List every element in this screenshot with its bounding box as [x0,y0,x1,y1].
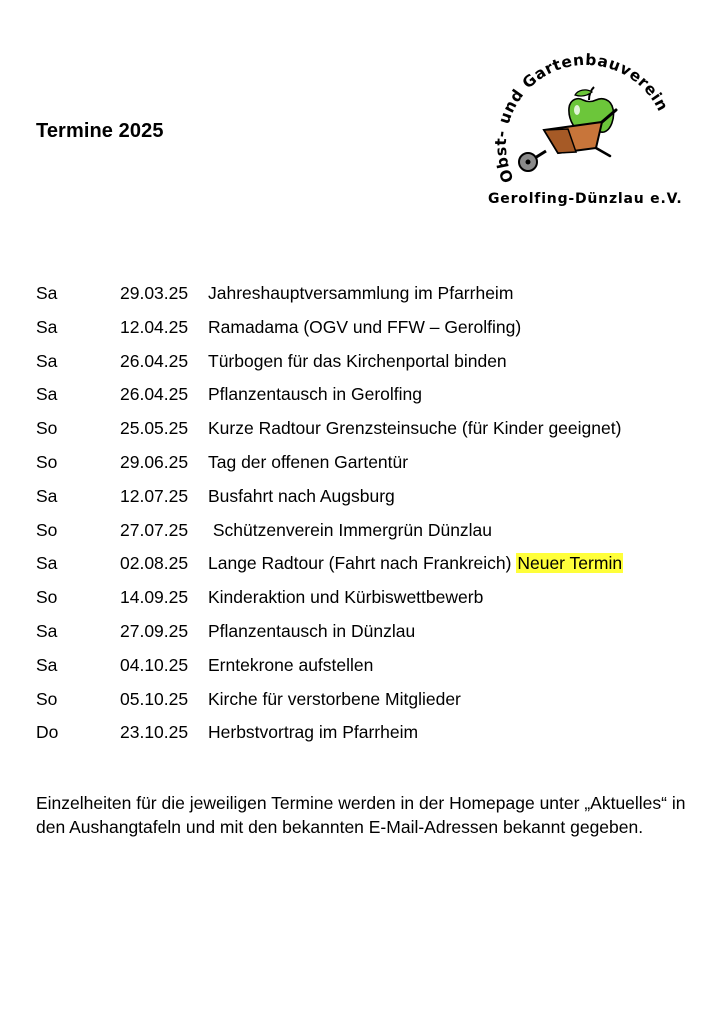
event-date: 12.04.25 [120,316,189,337]
event-row [36,621,696,655]
event-title: Kinderaktion und Kürbiswettbewerb [208,587,484,608]
event-day: So [36,519,58,540]
event-row [36,553,696,587]
event-date: 29.03.25 [120,283,189,303]
event-row [36,486,696,520]
event-row [36,418,696,452]
club-name: Gerolfing-Dünzlau e.V. [488,191,683,207]
event-date: 02.08.25 [120,553,189,574]
event-date: 29.06.25 [120,451,189,472]
event-day: So [36,418,58,439]
event-title-text: Lange Radtour (Fahrt nach Frankreich) [208,553,517,574]
event-title: Pflanzentausch in Dünzlau [208,620,416,641]
club-logo [480,40,690,220]
event-date: 25.05.25 [120,418,189,439]
event-row [36,384,696,418]
event-day: Sa [36,350,58,371]
event-day: Do [36,722,59,743]
event-day: Sa [36,485,58,506]
event-date: 23.10.25 [120,722,189,743]
event-date: 27.09.25 [120,620,189,641]
event-date: 14.09.25 [120,587,189,608]
event-row [36,655,696,689]
event-day: So [36,451,58,472]
event-date: 27.07.25 [120,519,189,540]
event-row [36,317,696,351]
event-title: Herbstvortrag im Pfarrheim [208,722,419,743]
new-date-badge: Neuer Termin [517,553,623,574]
event-title: Tag der offenen Gartentür [208,451,409,472]
event-day: Sa [36,384,58,405]
event-day: Sa [36,553,58,574]
event-day: Sa [36,620,58,641]
event-row [36,452,696,486]
event-title: Busfahrt nach Augsburg [208,485,395,506]
event-day: Sa [36,654,58,675]
event-row [36,587,696,621]
event-title-with-note [208,553,696,574]
event-title: Ramadama (OGV und FFW – Gerolfing) [208,316,522,337]
logo-graphic [480,40,690,190]
event-day: Sa [36,316,58,337]
event-day: So [36,587,58,608]
logo-arc-text: Obst- und Gartenbauverein [491,50,672,186]
event-row [36,520,696,554]
footnote: Einzelheiten für die jeweiligen Termine werden in der Homepage unter „Aktuelles“ in den Aushangtafeln und mit den bekannten E-Mail-Adressen bekannt gegeben. [36,793,686,837]
event-day: Sa [36,283,58,303]
event-row [36,351,696,385]
event-date: 26.04.25 [120,384,189,405]
event-row [36,283,696,317]
event-title: Kirche für verstorbene Mitglieder [208,688,461,709]
event-title: Türbogen für das Kirchenportal binden [208,350,507,371]
event-title: Pflanzentausch in Gerolfing [208,384,423,405]
event-title: Schützenverein Immergrün Dünzlau [208,519,493,540]
event-row [36,689,696,723]
event-date: 05.10.25 [120,688,189,709]
event-title: Kurze Radtour Grenzsteinsuche (für Kinder geeignet) [208,418,622,439]
event-title: Jahreshauptversammlung im Pfarrheim [208,283,514,303]
event-date: 12.07.25 [120,485,189,506]
event-row [36,722,696,756]
event-title: Erntekrone aufstellen [208,654,374,675]
event-list [36,283,696,756]
page-title: Termine 2025 [36,120,164,142]
event-date: 26.04.25 [120,350,189,371]
event-date: 04.10.25 [120,654,189,675]
event-day: So [36,688,58,709]
